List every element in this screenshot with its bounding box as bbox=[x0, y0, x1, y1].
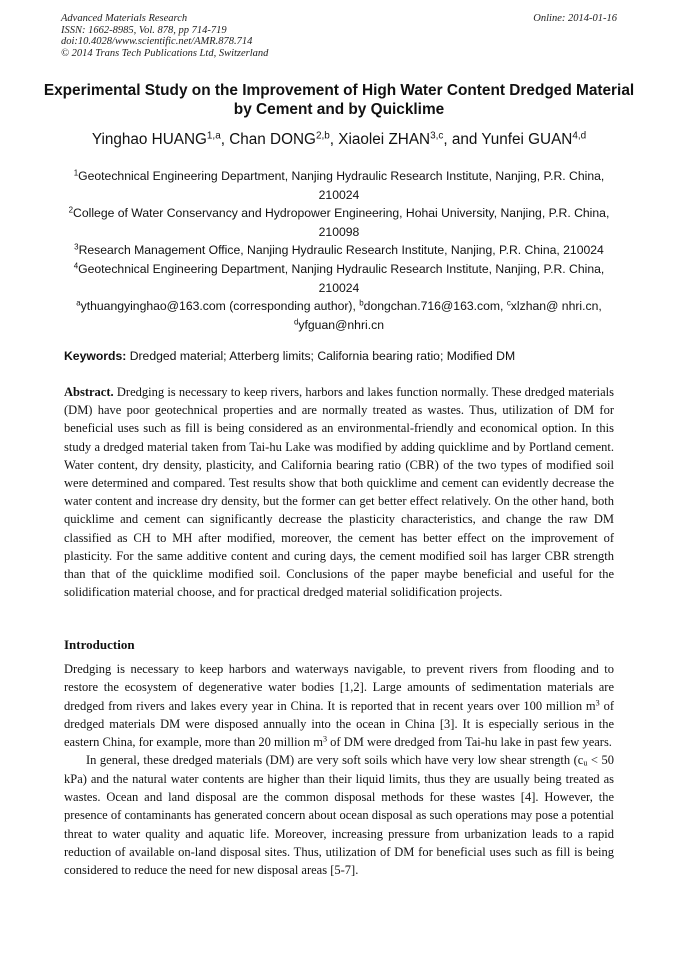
paragraph bbox=[64, 660, 614, 751]
online-date: Online: 2014-01-16 bbox=[533, 13, 617, 24]
affiliation-number: 1 bbox=[73, 168, 79, 178]
affiliation-text: Geotechnical Engineering Department, Nanjing Hydraulic Research Institute, Nanjing, P.R. China, 210024 bbox=[78, 261, 605, 295]
affiliation bbox=[64, 204, 614, 241]
email-c: xlzhan@ nhri.cn, bbox=[510, 299, 602, 314]
journal-header bbox=[61, 13, 617, 59]
paragraph-text: In general, these dredged materials (DM) are very soft soils which have very low shear strength (c bbox=[86, 753, 584, 768]
author-affil-mark: 3,c bbox=[430, 130, 444, 142]
affiliation-text: Research Management Office, Nanjing Hydraulic Research Institute, Nanjing, P.R. China, 210024 bbox=[78, 243, 604, 258]
keywords-text: Dredged material; Atterberg limits; California bearing ratio; Modified DM bbox=[126, 349, 516, 363]
affiliation-number: 4 bbox=[73, 261, 79, 271]
author-name: Chan DONG bbox=[229, 131, 316, 148]
author-affil-mark: 4,d bbox=[572, 130, 587, 142]
exponent: 3 bbox=[595, 698, 600, 708]
introduction-body bbox=[64, 660, 614, 880]
author-name: Xiaolei ZHAN bbox=[338, 131, 431, 148]
doi-line: doi:10.4028/www.scientific.net/AMR.878.714 bbox=[61, 36, 253, 48]
author-name: Yunfei GUAN bbox=[481, 131, 573, 148]
email-b: dongchan.716@163.com, bbox=[363, 299, 507, 314]
affiliation-number: 3 bbox=[74, 243, 79, 253]
exponent: 3 bbox=[322, 734, 328, 744]
author-separator: , bbox=[329, 131, 339, 148]
affiliations bbox=[64, 167, 614, 334]
paragraph-text: < 50 kPa) and the natural water contents are higher than their liquid limits, thus they are usually being treated as wastes. Ocean and land disposal are the common disposal methods for these wastes [4]. However, the presence of contaminants has generated concern about ocean disposal as such operations may pose a potential threat to water quality and aquatic life. Moreover, increasing pressure from urbanization leads to a rapid reduction of available on-land disposal sites. Thus, utilization of DM for beneficial uses such as fill is being considered to reduce the need for new disposal areas [5-7]. bbox=[64, 753, 614, 878]
affiliation-text: College of Water Conservancy and Hydropower Engineering, Hohai University, Nanjing, P.R. China, 210098 bbox=[73, 206, 610, 239]
author-list bbox=[40, 130, 638, 150]
email-mark: b bbox=[359, 298, 364, 308]
affiliation bbox=[64, 260, 614, 297]
email-d: yfguan@nhri.cn bbox=[298, 317, 384, 332]
keywords-label: Keywords: bbox=[64, 349, 127, 363]
journal-name: Advanced Materials Research bbox=[61, 13, 188, 24]
email-mark: a bbox=[76, 298, 81, 308]
email-mark: d bbox=[294, 317, 299, 327]
abstract-text: Dredging is necessary to keep rivers, harbors and lakes function normally. These dredged materials (DM) have poor geotechnical properties and are normally treated as wastes. Thus, utilization of DM for beneficial uses such as fill is being considered as an environmental-friendly and economical option. In this study a dredged material taken from Tai-hu Lake was modified by adding quicklime and by Portland cement. Water content, dry density, plasticity, and California bearing ratio (CBR) of the two types of modified soil were determined and compared. Test results show that both quicklime and cement can evidently decrease the water content and increase dry density, but the former can get better effect relatively. On the other hand, both quicklime and cement can significantly decrease the plasticity characteristics, and change the raw DM classified as CH to MH after modified, moreover, the cement has better effect on the improvement of plasticity. For the same additive content and curing days, the cement modified soil has larger CBR strength than that of the quicklime modified soil. Conclusions of the paper maybe beneficial and useful for the solidification material choose, and for practical dredged material solidification projects. bbox=[64, 385, 614, 600]
author-emails bbox=[64, 297, 614, 334]
subscript: u bbox=[583, 759, 588, 769]
affiliation bbox=[64, 167, 614, 204]
affiliation-text: Geotechnical Engineering Department, Nanjing Hydraulic Research Institute, Nanjing, P.R. China, 210024 bbox=[78, 169, 605, 202]
paragraph-text: of dredged materials DM were disposed annually into the ocean in China [3]. It is especially serious in the eastern China, for example, more than 20 million m bbox=[64, 698, 614, 750]
section-heading: Introduction bbox=[64, 637, 135, 652]
author-affil-mark: 2,b bbox=[315, 130, 330, 142]
abstract bbox=[64, 383, 614, 601]
author-separator: , and bbox=[443, 131, 482, 148]
keywords bbox=[64, 348, 624, 364]
paragraph-text: of DM were dredged from Tai-hu lake in past few years. bbox=[327, 735, 612, 750]
author-name: Yinghao HUANG bbox=[91, 131, 207, 148]
affiliation bbox=[64, 241, 614, 260]
copyright-line: © 2014 Trans Tech Publications Ltd, Switzerland bbox=[61, 47, 269, 59]
paper-title: Experimental Study on the Improvement of High Water Content Dredged Material by Cement and by Quicklime bbox=[43, 82, 635, 118]
affiliation-number: 2 bbox=[68, 205, 74, 215]
paragraph bbox=[64, 751, 614, 879]
author-affil-mark: 1,a bbox=[206, 130, 221, 142]
issn-line: ISSN: 1662-8985, Vol. 878, pp 714-719 bbox=[61, 24, 227, 36]
email-mark: c bbox=[506, 298, 511, 308]
abstract-label: Abstract. bbox=[64, 385, 114, 399]
email-a: ythuangyinghao@163.com (corresponding author), bbox=[80, 299, 360, 314]
author-separator: , bbox=[220, 131, 230, 148]
paragraph-text: Dredging is necessary to keep harbors and waterways navigable, to prevent rivers from flooding and to restore the ecosystem of degenerative water bodies [1,2]. Large amounts of sedimentation materials are dredged from rivers and lakes every year in China. It is reported that in recent years over 100 million m bbox=[64, 662, 614, 713]
